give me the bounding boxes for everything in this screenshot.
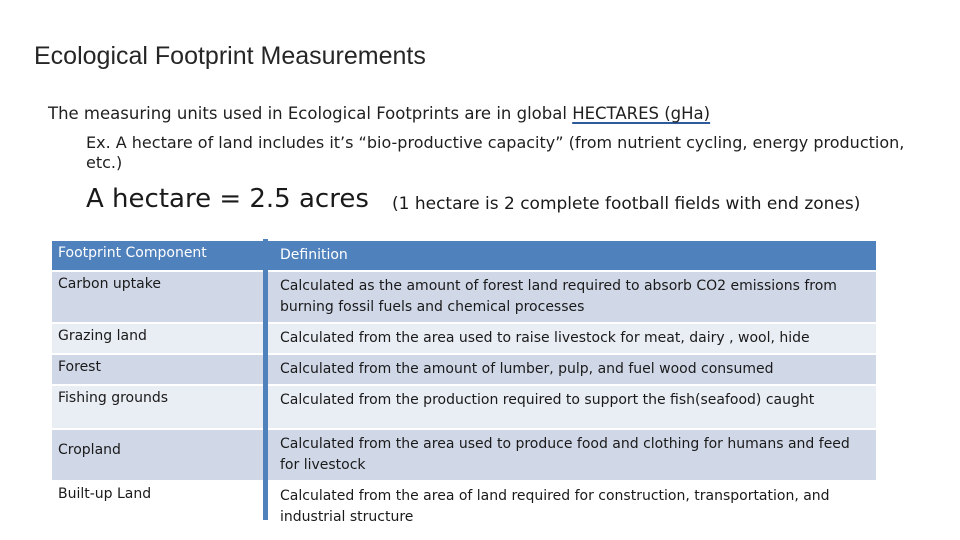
units-statement-text: The measuring units used in Ecological Footprints are in global [48, 104, 573, 123]
example-text: Ex. A hectare of land includes it’s “bio-productive capacity” (from nutrient cycling, energy production, etc.) [86, 133, 905, 172]
units-statement [48, 104, 710, 123]
component-cell: Carbon uptake [52, 271, 269, 323]
definition-cell: Calculated from the area used to raise livestock for meat, dairy , wool, hide [269, 323, 876, 354]
table-row [52, 385, 876, 429]
component-cell: Grazing land [52, 323, 269, 354]
header-definition: Definition [269, 241, 876, 271]
hectare-note: (1 hectare is 2 complete football fields with end zones) [392, 194, 861, 214]
component-cell: Cropland [52, 429, 269, 481]
component-cell: Forest [52, 354, 269, 385]
slide-title: Ecological Footprint Measurements [34, 42, 426, 70]
header-component: Footprint Component [52, 241, 269, 271]
component-cell: Fishing grounds [52, 385, 269, 429]
footprint-table [52, 241, 876, 534]
hectare-equivalence: A hectare = 2.5 acres [86, 184, 369, 214]
table-row [52, 271, 876, 323]
component-cell: Built-up Land [52, 481, 269, 533]
definition-cell: Calculated from the area used to produce food and clothing for humans and feed for livestock [269, 429, 876, 481]
table-row [52, 323, 876, 354]
definition-cell: Calculated from the area of land required for construction, transportation, and industrial structure [269, 481, 876, 533]
units-highlight: HECTARES (gHa) [572, 104, 711, 123]
table-row [52, 354, 876, 385]
table-header-row [52, 241, 876, 271]
table-row [52, 429, 876, 481]
table-row [52, 481, 876, 533]
definition-cell: Calculated as the amount of forest land required to absorb CO2 emissions from burning fossil fuels and chemical processes [269, 271, 876, 323]
definition-cell: Calculated from the amount of lumber, pulp, and fuel wood consumed [269, 354, 876, 385]
definition-cell: Calculated from the production required to support the fish(seafood) caught [269, 385, 876, 429]
column-divider [263, 239, 268, 520]
